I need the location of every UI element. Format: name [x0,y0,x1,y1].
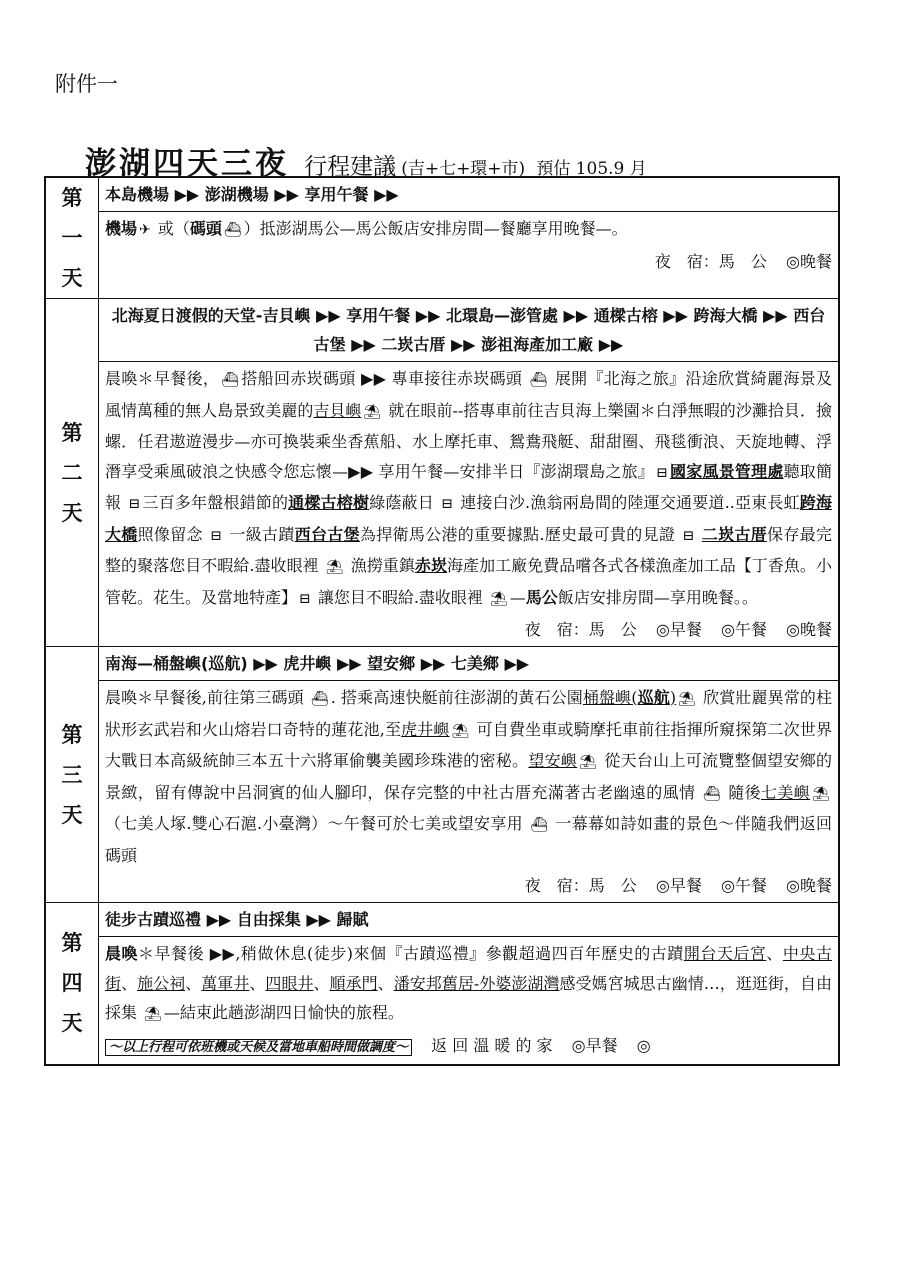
camera-icon: ⛱ [325,559,344,575]
body-text: . 搭乘高速快艇前往澎湖的黃石公園 [330,688,583,707]
day-label-char: 第 [61,186,83,210]
body-text: 就在眼前--搭專車前往吉貝海上樂園＊白淨無暇的沙灘拾貝．撿螺．任君遨遊漫步—亦可換裝乘坐香蕉船、水上摩托車、鴛鴦飛艇、甜甜圈、飛毯衝浪、天旋地轉、浮潛享受乘風破浪之快感令您忘懷—▶▶ 享用午餐—安排半日『澎湖環島之旅』 [105,400,832,481]
body-text: ＊早餐後 ▶▶,稍做休息(徒步)來個『古蹟巡禮』參觀超過四百年歷史的古蹟 [138,944,684,963]
day-2-body [99,362,838,616]
body-text: 讓您目不暇給.盡收眼裡 [312,587,489,607]
itinerary-table [44,176,840,1066]
body-text: 從天台山上可流覽整個望安鄉的景緻，留有傳說中呂洞賓的仙人腳印，保存完整的中社古厝充滿著古老幽遠的風情 [105,751,832,802]
camera-icon: ⛱ [363,403,382,420]
body-text: 晨喚＊早餐後,前往第三碼頭 [105,688,309,707]
day-2-content [99,299,840,647]
body-text: 西台古堡 [294,524,360,544]
day-1-stay [99,248,838,278]
boat-icon: ⛴ [530,817,549,833]
meal-item: ◎早餐 [571,1035,618,1055]
body-text: 中央古街 [105,944,832,993]
body-text: —結束此趟澎湖四日愉快的旅程。 [163,1003,404,1022]
meal-item: ◎午餐 [720,876,767,895]
bus-icon: ⊟ [128,496,141,512]
day-label-char: 四 [61,971,83,996]
body-text: 跨海大橋 [105,493,832,544]
body-text: ）抵澎湖馬公—馬公飯店安排房間—餐廳享用晚餐—。 [243,219,628,238]
day-3-body [99,681,838,872]
day-1-header: 本島機場 ▶▶ 澎湖機場 ▶▶ 享用午餐 ▶▶ [99,178,838,212]
boat-icon: ⛴ [702,785,721,802]
body-text: 保存最完整的聚落您目不暇給.盡收眼裡 [105,524,832,575]
meal-item: ◎早餐 [655,620,702,639]
title-estimate: 預估 105.9 月 [536,159,647,179]
day-label-char: 一 [61,226,83,250]
body-text: 聽取簡報 [105,461,832,512]
day-1-content [99,177,840,299]
day-label-char: 天 [61,500,83,525]
day-3-header: 南海—桶盤嶼(巡航) ▶▶ 虎井嶼 ▶▶ 望安鄉 ▶▶ 七美鄉 ▶▶ [99,647,838,681]
meal-item: ◎晚餐 [786,251,832,271]
camera-icon: ⛱ [678,691,696,707]
day-1-body [99,212,838,248]
body-text: 晨喚＊早餐後， [105,369,220,388]
body-text: 虎井嶼 [401,719,450,739]
body-text: 萬軍井 [201,973,250,993]
body-text: 、 [313,973,330,993]
boat-icon: ⛴ [221,372,240,388]
day-4-row [45,903,839,1065]
meal-item: ◎晚餐 [786,876,832,895]
body-text: 吉貝嶼 [313,400,362,420]
stay-text: 夜 宿：馬 公 [524,876,637,895]
body-text: 馬公 [525,587,558,607]
day-label-char: 天 [61,266,83,290]
title-paren: (吉+七+環+市) [401,159,526,179]
camera-icon: ⛱ [579,754,597,770]
stay-text: 返 回 溫 暖 的 家 [431,1035,553,1055]
body-text: — [509,587,526,607]
body-text: 隨後 [722,782,761,802]
schedule-footnote: ～以上行程可依班機或天候及當地車船時間做調度～ [105,1039,412,1056]
body-text: 、 [766,944,783,963]
body-text: 、 [185,973,202,993]
day-label-char: 天 [61,802,83,827]
meal-item: ◎ [636,1035,651,1055]
day-2-row [45,299,839,647]
body-text: 展開『北海之旅』沿途欣賞綺麗海景及風情萬種的無人島景致美麗的 [105,369,832,420]
body-text: 赤崁 [414,556,447,575]
body-text: 海產加工廠免費品嚐各式各樣漁產加工品【丁香魚。小管乾。花生。及當地特產】 [105,556,832,607]
body-text: 三百多年盤根錯節的 [142,493,289,512]
body-text: 可自費坐車或騎摩托車前往指揮所窺探第二次世界大戰日本高級統帥三本五十六將軍偷襲美國珍珠港的密秘。 [105,719,832,770]
body-text: 施公祠 [137,973,186,993]
body-text: 綠蔭蔽日 [369,493,440,512]
body-text: 晨喚 [105,944,139,963]
day-3-stay [99,872,838,902]
body-text: 二崁古厝 [701,524,768,544]
day-4-label [45,903,99,1065]
day-1-row [45,177,839,299]
meal-item: ◎午餐 [720,620,767,639]
body-text: 順承門 [329,973,378,993]
body-text: 一級古蹟 [224,524,295,544]
boat-icon: ⛴ [223,222,242,238]
day-label-char: 二 [61,460,83,485]
day-2-label [45,299,99,647]
body-text: 巡航 [637,688,670,707]
body-text: ) [669,688,677,707]
boat-icon: ⛴ [529,372,548,388]
day-label-char: 天 [61,1011,83,1036]
stay-text: 夜 宿：馬 公 [524,620,637,639]
meal-item: ◎早餐 [655,876,702,895]
annex-label: 附件一 [55,72,118,96]
day-3-row [45,647,839,903]
bus-icon: ⊟ [682,527,695,544]
day-3-label [45,647,99,903]
camera-icon: ⛱ [490,590,508,607]
body-text: 望安嶼 [528,751,578,770]
body-text: （七美人塚.雙心石滬.小臺灣）～午餐可於七美或望安享用 [105,814,529,833]
bus-icon: ⊟ [210,527,223,544]
body-text: 機場 [105,219,138,238]
day-2-header: 北海夏日渡假的天堂-吉貝嶼 ▶▶ 享用午餐 ▶▶ 北環島—澎管處 ▶▶ 通樑古榕 ▶▶ 跨海大橋 ▶▶ 西台古堡 ▶▶ 二崁古厝 ▶▶ 澎祖海產加工廠 ▶▶ [99,299,838,362]
body-text: 飯店安排房間—享用晚餐。。 [557,587,758,607]
day-3-content [99,647,840,903]
body-text: 為捍衛馬公港的重要據點.歷史最可貴的見證 [359,524,681,544]
body-text: 或（ [152,219,190,238]
title-main: 澎湖四天三夜 [85,146,289,182]
body-text: 一幕幕如詩如畫的景色～伴隨我們返回碼頭 [105,814,832,865]
day-4-body [99,937,838,1032]
body-text: 通樑古榕樹 [288,493,370,512]
body-text: 國家風景管理處 [669,461,784,481]
body-text: 連接白沙.漁翁兩島間的陸運交通要道..亞東長虹 [454,493,800,512]
stay-text: 夜 宿：馬 公 [654,251,767,271]
body-text: 搭船回赤崁碼頭 ▶▶ 專車接往赤崁碼頭 [241,369,528,388]
day-4-header: 徒步古蹟巡禮 ▶▶ 自由採集 ▶▶ 歸賦 [99,903,838,937]
body-text: 七美嶼 [761,782,811,802]
body-text: 、 [121,973,138,993]
body-text: 、 [249,973,266,993]
title-sub: 行程建議 [304,154,397,180]
body-text: 照像留念 [137,524,209,544]
day-2-stay [99,616,838,646]
bus-icon: ⊟ [299,590,311,607]
day-label-char: 第 [61,931,83,956]
body-text: 欣賞壯麗異常的柱狀形玄武岩和火山熔岩口奇特的蓮花池,至 [105,688,832,739]
plane-icon: ✈ [139,222,151,238]
boat-icon: ⛴ [310,691,329,707]
day-4-stay [99,1032,838,1064]
day-1-label [45,177,99,299]
camera-icon: ⛱ [144,1006,162,1022]
camera-icon: ⛱ [812,785,830,802]
body-text: 漁撈重鎮 [345,556,415,575]
body-text: 潘安邦舊居-外婆澎湖灣 [393,973,560,993]
day-label-char: 三 [61,762,83,787]
body-text: 、 [377,973,394,993]
body-text: 桶盤嶼( [582,688,638,707]
day-label-char: 第 [61,420,83,445]
meal-item: ◎晚餐 [786,620,832,639]
body-text: 碼頭 [189,219,222,238]
body-text: 四眼井 [265,973,314,993]
body-text: 開台天后宮 [683,944,767,963]
bus-icon: ⊟ [441,496,453,512]
day-4-content [99,903,840,1065]
body-text: 感受媽宮城思古幽情…，逛逛街，自由採集 [105,973,832,1022]
camera-icon: ⛱ [451,722,470,739]
day-label-char: 第 [61,722,83,747]
bus-icon: ⊟ [656,464,668,481]
